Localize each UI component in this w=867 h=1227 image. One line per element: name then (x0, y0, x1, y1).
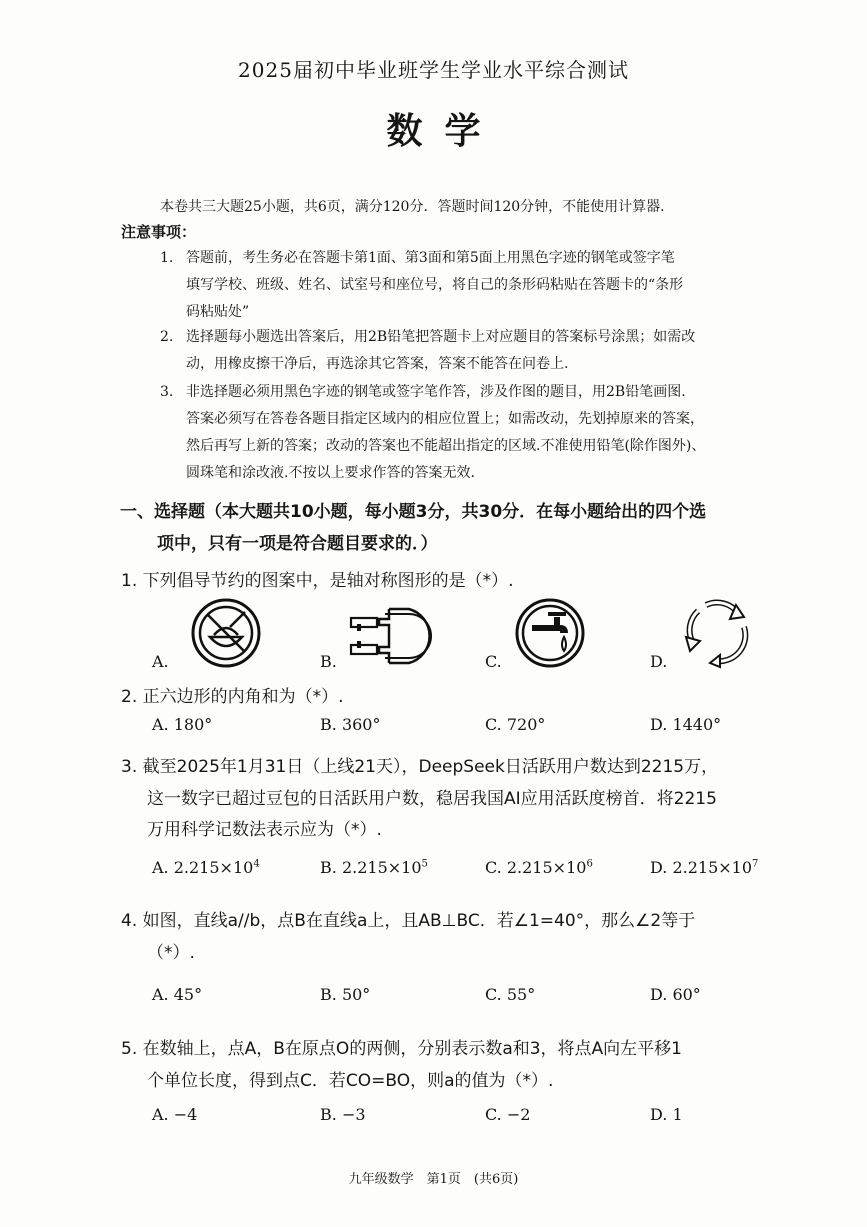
note-item-2 (160, 324, 800, 378)
note-line: 码粘贴处” (186, 304, 250, 320)
question-5 (121, 1034, 682, 1059)
option-exponent: 4 (253, 858, 260, 870)
recycle-icon (680, 597, 754, 669)
question-text: 在数轴上，点A，B在原点O的两侧，分别表示数a和3，将点A向左平移1 (142, 1039, 682, 1059)
option-text: 2.215×10 (341, 858, 422, 877)
option-text: 45° (173, 985, 203, 1004)
exam-title: 2025届初中毕业班学生学业水平综合测试 (238, 58, 629, 82)
option-c[interactable] (485, 858, 593, 877)
section-heading-line1: 一、选择题（本大题共10小题，每小题3分，共30分．在每小题给出的四个选 (120, 502, 707, 522)
option-d[interactable] (650, 858, 758, 877)
option-label: B. (320, 1105, 337, 1124)
question-text: 如图，直线a//b，点B在直线a上，且AB⊥BC．若∠1=40°，那么∠2等于 (142, 911, 696, 931)
option-text: 180° (173, 715, 213, 734)
notes-heading: 注意事项： (121, 223, 197, 241)
question-5-line2: 个单位长度，得到点C．若CO=BO，则a的值为（*）. (147, 1071, 554, 1091)
question-number: 4. (121, 911, 138, 931)
option-text: 1440° (672, 715, 722, 734)
option-label: A. (152, 715, 169, 734)
food-saving-icon (190, 597, 262, 669)
option-d[interactable]: D. (650, 652, 668, 671)
option-label: A. (152, 858, 169, 877)
subject-title: 数学 (386, 110, 503, 152)
option-b[interactable] (320, 858, 428, 877)
option-label: A. (152, 1105, 169, 1124)
option-exponent: 6 (586, 858, 593, 870)
option-d[interactable] (650, 715, 721, 734)
exam-intro: 本卷共三大题25小题，共6页，满分120分．答题时间120分钟，不能使用计算器． (160, 199, 675, 215)
option-d[interactable] (650, 985, 701, 1004)
option-text: 1 (672, 1105, 683, 1124)
option-a[interactable]: A. (152, 652, 169, 671)
question-number: 1. (121, 571, 138, 591)
water-saving-icon (514, 597, 586, 669)
option-a[interactable] (152, 985, 202, 1004)
option-text: 720° (506, 715, 546, 734)
option-b[interactable] (320, 985, 370, 1004)
question-2 (121, 682, 344, 707)
option-b[interactable] (320, 1105, 366, 1124)
option-a[interactable] (152, 858, 260, 877)
option-text: 60° (672, 985, 701, 1004)
option-label: B. (320, 858, 337, 877)
option-label: C. (485, 985, 502, 1004)
option-text: 50° (341, 985, 371, 1004)
note-line: 非选择题必须用黑色字迹的钢笔或签字笔作答，涉及作图的题目，用2B铅笔画图. (186, 384, 686, 400)
option-c[interactable]: C. (485, 652, 502, 671)
question-3 (121, 752, 718, 777)
question-4 (121, 906, 695, 931)
option-label: C. (485, 858, 502, 877)
option-text: −4 (173, 1105, 198, 1124)
option-text: −2 (506, 1105, 531, 1124)
option-exponent: 7 (752, 858, 759, 870)
option-exponent: 5 (421, 858, 428, 870)
option-b[interactable]: B. (320, 652, 337, 671)
question-3-line2: 这一数字已超过豆包的日活跃用户数，稳居我国AI应用活跃度榜首．将2215 (147, 789, 717, 809)
option-label: C. (485, 715, 502, 734)
question-text: 下列倡导节约的图案中，是轴对称图形的是（*）. (142, 571, 514, 591)
option-text: 55° (506, 985, 536, 1004)
note-item-1 (160, 245, 800, 326)
note-line: 圆珠笔和涂改液.不按以上要求作答的答案无效. (186, 465, 475, 481)
option-text: −3 (341, 1105, 366, 1124)
option-d[interactable] (650, 1105, 683, 1124)
option-label: C. (485, 1105, 502, 1124)
question-number: 2. (121, 687, 138, 707)
section-heading-line2: 项中，只有一项是符合题目要求的．） (157, 534, 438, 554)
option-text: 2.215×10 (672, 858, 753, 877)
option-text: 2.215×10 (506, 858, 587, 877)
option-c[interactable] (485, 715, 545, 734)
page-footer: 九年级数学 第1页 (共6页) (348, 1172, 519, 1187)
option-a[interactable] (152, 715, 212, 734)
question-number: 3. (121, 757, 138, 777)
question-1 (121, 566, 514, 591)
note-number: 2. (160, 329, 174, 345)
question-text: 正六边形的内角和为（*）. (142, 687, 344, 707)
option-label: D. (650, 715, 668, 734)
question-3-line3: 万用科学记数法表示应为（*）. (147, 820, 382, 840)
note-number: 3. (160, 384, 174, 400)
note-line: 答题前，考生务必在答题卡第1面、第3面和第5面上用黑色字迹的钢笔或签字笔 (186, 250, 675, 266)
option-label: D. (650, 985, 668, 1004)
question-4-line2: （*）. (147, 943, 195, 963)
option-label: B. (320, 715, 337, 734)
option-c[interactable] (485, 985, 535, 1004)
note-line: 填写学校、班级、姓名、试室号和座位号，将自己的条形码粘贴在答题卡的“条形 (186, 277, 684, 293)
option-label: B. (320, 985, 337, 1004)
question-number: 5. (121, 1039, 138, 1059)
option-b[interactable] (320, 715, 380, 734)
option-c[interactable] (485, 1105, 530, 1124)
note-line: 选择题每小题选出答案后，用2B铅笔把答题卡上对应题目的答案标号涂黑；如需改 (186, 329, 696, 345)
option-text: 2.215×10 (173, 858, 254, 877)
option-label: D. (650, 1105, 668, 1124)
option-text: 360° (341, 715, 381, 734)
note-item-3 (160, 379, 800, 487)
note-line: 动，用橡皮擦干净后，再选涂其它答案，答案不能答在问卷上. (186, 356, 569, 372)
note-line: 然后再写上新的答案；改动的答案也不能超出指定的区域.不准使用铅笔(除作图外)、 (186, 438, 706, 454)
question-text: 截至2025年1月31日（上线21天），DeepSeek日活跃用户数达到2215万， (142, 757, 719, 777)
option-label: A. (152, 985, 169, 1004)
note-line: 答案必须写在答卷各题目指定区域内的相应位置上；如需改动，先划掉原来的答案， (186, 411, 704, 427)
plug-saving-icon (349, 605, 441, 667)
note-number: 1. (160, 250, 174, 266)
option-a[interactable] (152, 1105, 197, 1124)
option-label: D. (650, 858, 668, 877)
